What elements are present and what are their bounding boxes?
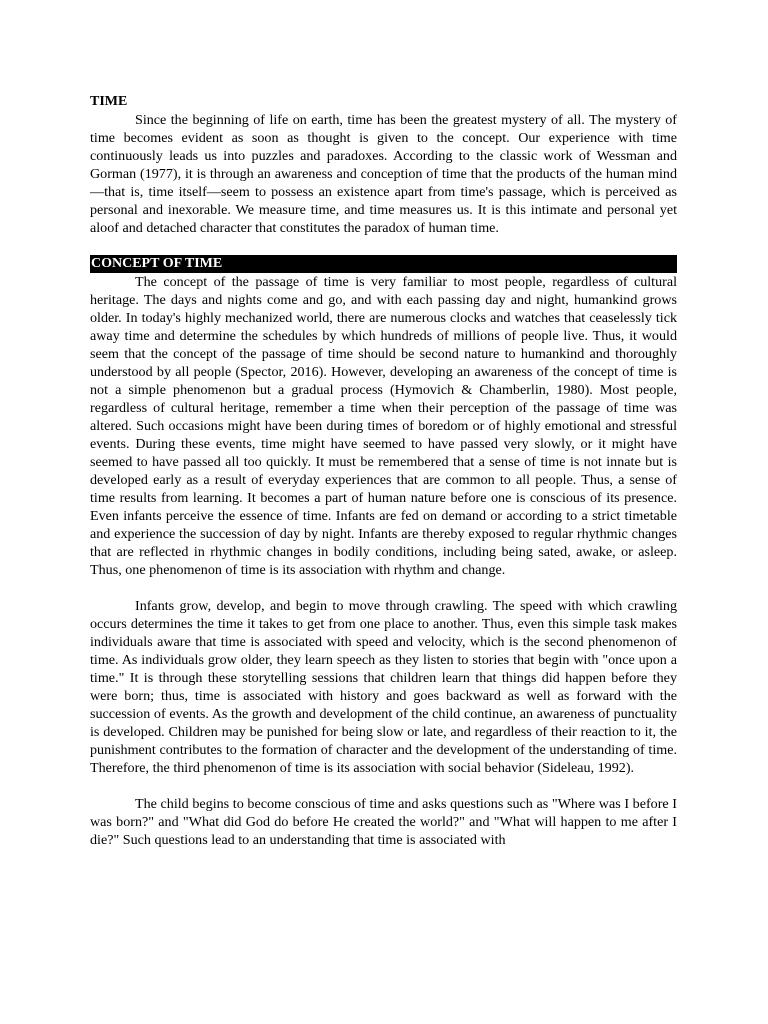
paragraph-concept-3: The child begins to become conscious of time and asks questions such as "Where was I before I was born?" and "What did God do before He created the world?" and "What will happen to me after I die?" Such questions lead to an understanding that time is associated with <box>90 796 677 848</box>
spacer <box>90 237 677 255</box>
heading-time: TIME <box>90 94 128 109</box>
spacer <box>90 777 677 795</box>
heading-concept-of-time: CONCEPT OF TIME <box>90 255 677 273</box>
paragraph-concept-2: Infants grow, develop, and begin to move through crawling. The speed with which crawling occurs determines the time it takes to get from one place to another. Thus, even this simple task makes individuals aware that time is associated with speed and velocity, which is the second phenomenon of time. As individuals grow older, they learn speech as they listen to stories that begin with "once upon a time." It is through these storytelling sessions that children learn that things did happen before they were born; thus, time is associated with history and goes backward as well as forward with the succession of events. As the growth and development of the child continue, an awareness of punctuality is developed. Children may be punished for being slow or late, and regardless of their reaction to it, the punishment contributes to the formation of character and the development of the understanding of time. Therefore, the third phenomenon of time is its association with social behavior (Sideleau, 1992). <box>90 598 677 776</box>
document-page <box>90 93 677 849</box>
paragraph-time-intro: Since the beginning of life on earth, time has been the greatest mystery of all. The mystery of time becomes evident as soon as thought is given to the concept. Our experience with time continuously leads us into puzzles and paradoxes. According to the classic work of Wessman and Gorman (1977), it is through an awareness and conception of time that the products of the human mind—that is, time itself—seem to possess an existence apart from time's passage, which is perceived as personal and inexorable. We measure time, and time measures us. It is this intimate and personal yet aloof and detached character that constitutes the paradox of human time. <box>90 112 677 236</box>
spacer <box>90 579 677 597</box>
paragraph-concept-1: The concept of the passage of time is very familiar to most people, regardless of cultural heritage. The days and nights come and go, and with each passing day and night, humankind grows older. In today's highly mechanized world, there are numerous clocks and watches that ceaselessly tick away time and determine the schedules by which hundreds of millions of people live. Thus, it would seem that the concept of the passage of time should be second nature to humankind and thoroughly understood by all people (Spector, 2016). However, developing an awareness of the concept of time is not a simple phenomenon but a gradual process (Hymovich & Chamberlin, 1980). Most people, regardless of cultural heritage, remember a time when their perception of the passage of time was altered. Such occasions might have been during times of boredom or of highly emotional and stressful events. During these events, time might have seemed to have passed very slowly, or it might have seemed to have passed all too quickly. It must be remembered that a sense of time is not innate but is developed early as a result of everyday experiences that are common to all people. Thus, a sense of time results from learning. It becomes a part of human nature before one is conscious of its presence. Even infants perceive the essence of time. Infants are fed on demand or according to a strict timetable and experience the succession of day by night. Infants are thereby exposed to regular rhythmic changes that are reflected in rhythmic changes in bodily conditions, including being sated, awake, or asleep. Thus, one phenomenon of time is its association with rhythm and change. <box>90 274 677 578</box>
